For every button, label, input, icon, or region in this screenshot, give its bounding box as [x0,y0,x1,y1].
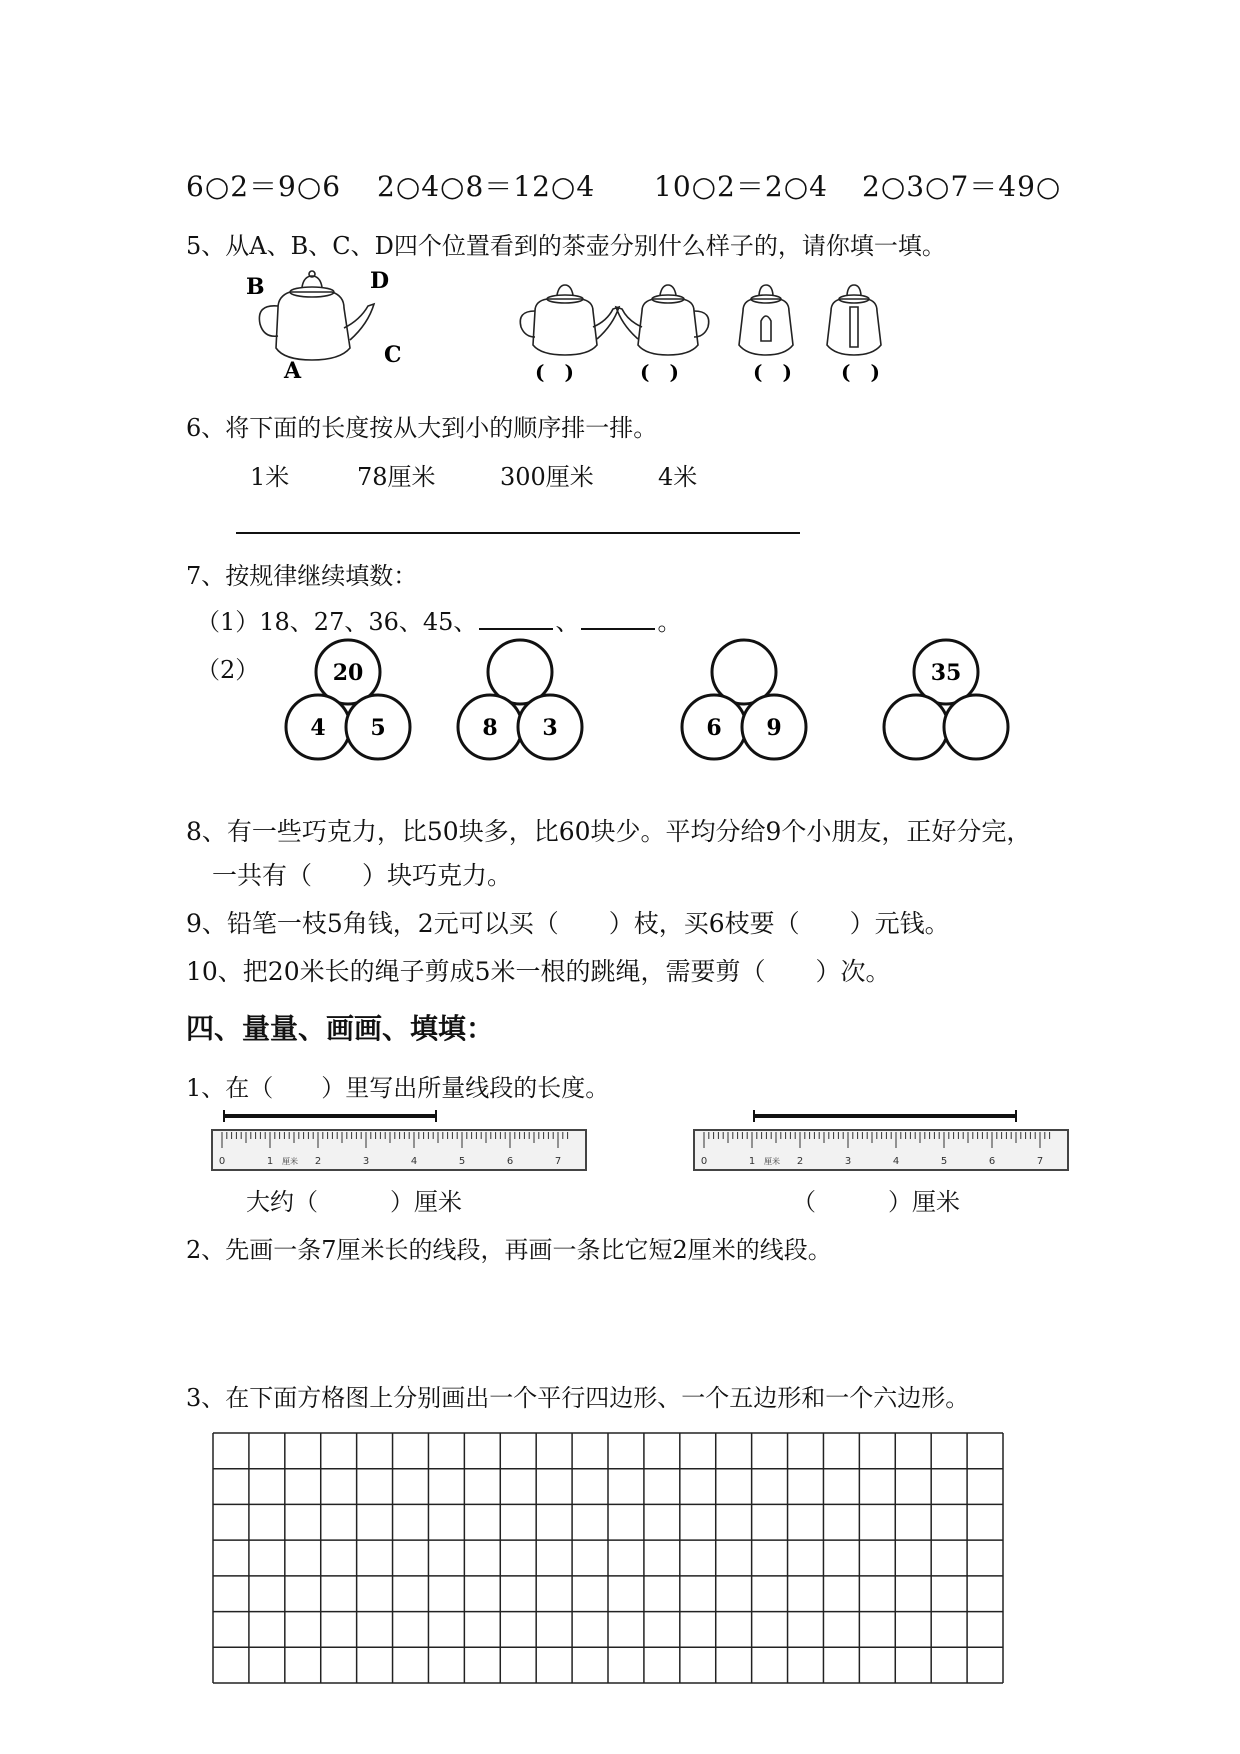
answer-line[interactable] [236,532,800,534]
circle-number-left-2: 8 [482,715,498,741]
section-4-title: 四、量量、画画、填填： [186,1012,495,1045]
ruler-unit-label: 厘米 [764,1157,780,1166]
ruler-tick-label: 1 [266,1156,274,1167]
circle-right-4[interactable] [944,695,1008,759]
circle-puzzles [270,630,1030,770]
answer-blank-4: ( ) [841,360,880,384]
section-4-question-1-text: 1、在（ ）里写出所量线段的长度。 [186,1074,610,1102]
circle-group-2 [458,640,582,759]
ruler-1 [210,1108,590,1176]
ruler-tick-label: 7 [1036,1156,1044,1167]
teapot-view-3-icon [739,285,793,355]
circle-number-top-1: 20 [332,660,364,686]
ruler-tick-label: 2 [796,1156,804,1167]
ruler-tick-label: 1 [748,1156,756,1167]
circle-number-right-1: 5 [370,715,386,741]
ruler-tick-label: 3 [362,1156,370,1167]
sequence-prefix: （1）18、27、36、45、 [196,608,478,636]
ruler-1-answer: 大约（ ）厘米 [246,1188,462,1216]
label-d: D [370,268,390,294]
ruler-tick-label: 0 [218,1156,226,1167]
part-2-label: （2） [196,656,260,684]
teapot-reference-figure [240,268,410,388]
equation-1: 6○2＝9○6 [186,170,342,203]
sequence-separator: 、 [555,608,580,636]
section-4-question-3-text: 3、在下面方格图上分别画出一个平行四边形、一个五边形和一个六边形。 [186,1384,970,1412]
ruler-2-answer: （ ）厘米 [792,1188,960,1216]
label-b: B [246,274,265,300]
length-item-3: 300厘米 [500,463,594,491]
ruler-2 [692,1108,1072,1176]
teapot-views [515,275,905,385]
question-8-line-2: 一共有（ ）块巧克力。 [212,861,513,890]
teapot-view-2-icon [616,285,709,355]
teapot-view-1-icon [520,285,619,355]
circle-group-4 [884,640,1008,759]
ruler-tick-label: 3 [844,1156,852,1167]
circle-group-3 [682,640,806,759]
question-7-text: 7、按规律继续填数： [186,562,418,590]
question-6-text: 6、将下面的长度按从大到小的顺序排一排。 [186,414,658,442]
ruler-unit-label: 厘米 [282,1157,298,1166]
length-item-2: 78厘米 [357,463,436,491]
question-5-text: 5、从A、B、C、D四个位置看到的茶壶分别什么样子的，请你填一填。 [186,232,946,260]
question-9-text: 9、铅笔一枝5角钱，2元可以买（ ）枝，买6枝要（ ）元钱。 [186,909,950,938]
answer-blank-3: ( ) [753,360,792,384]
sequence-blank-2[interactable] [581,606,655,630]
teapot-icon [259,271,374,360]
sequence-blank-1[interactable] [479,606,553,630]
label-a: A [284,358,302,384]
equation-4: 2○3○7＝49○ [862,170,1062,203]
equation-2: 2○4○8＝12○4 [377,170,596,203]
label-c: C [384,342,402,368]
circle-number-left-3: 6 [706,715,722,741]
ruler-tick-label: 7 [554,1156,562,1167]
circle-number-right-3: 9 [766,715,782,741]
circle-number-top-4: 35 [930,660,962,686]
ruler-tick-label: 6 [506,1156,514,1167]
ruler-tick-label: 5 [940,1156,948,1167]
teapot-view-4-icon [827,285,881,355]
circle-number-left-1: 4 [310,715,326,741]
circle-number-right-2: 3 [542,715,558,741]
question-10-text: 10、把20米长的绳子剪成5米一根的跳绳，需要剪（ ）次。 [186,957,891,986]
answer-blank-1: ( ) [535,360,574,384]
ruler-tick-label: 4 [892,1156,900,1167]
ruler-tick-label: 4 [410,1156,418,1167]
length-item-4: 4米 [658,463,698,491]
ruler-tick-label: 0 [700,1156,708,1167]
ruler-tick-label: 5 [458,1156,466,1167]
answer-blank-2: ( ) [640,360,679,384]
length-item-1: 1米 [250,463,290,491]
ruler-tick-label: 2 [314,1156,322,1167]
equation-3: 10○2＝2○4 [654,170,828,203]
circle-group-1 [286,640,410,759]
circle-left-4[interactable] [884,695,948,759]
ruler-tick-label: 6 [988,1156,996,1167]
question-8-line-1: 8、有一些巧克力，比50块多，比60块少。平均分给9个小朋友，正好分完， [186,817,1032,846]
drawing-grid[interactable] [212,1432,1004,1684]
sequence-end: 。 [657,608,682,636]
section-4-question-2-text: 2、先画一条7厘米长的线段，再画一条比它短2厘米的线段。 [186,1236,832,1264]
